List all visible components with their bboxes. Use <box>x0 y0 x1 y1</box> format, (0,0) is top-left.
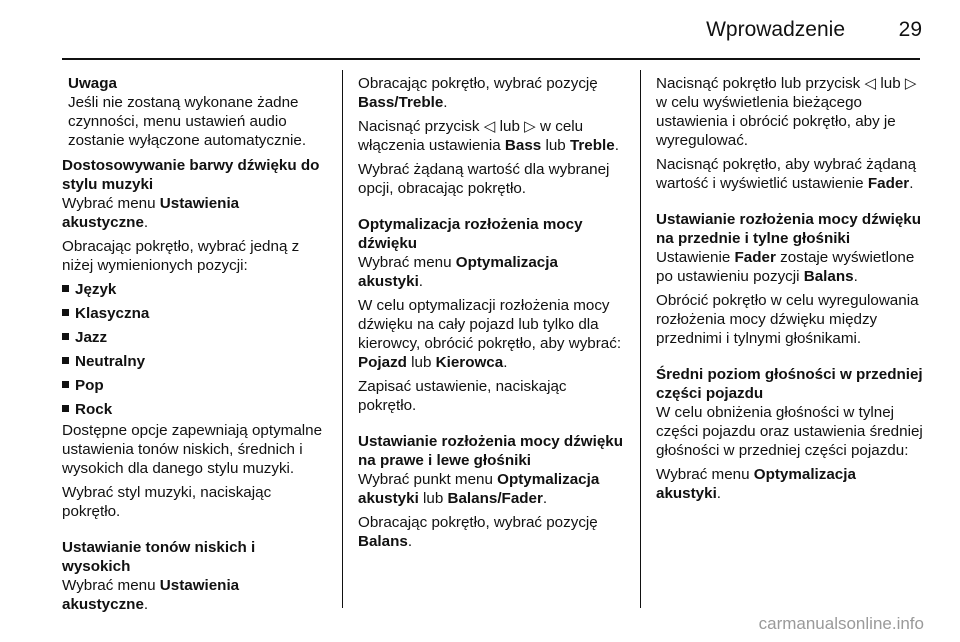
bullet-icon <box>62 381 69 388</box>
paragraph: Dostępne opcje zapewniają optymalne ustawienia tonów niskich, średnich i wysokich dla danego stylu muzyki. <box>62 422 323 477</box>
text: . <box>909 175 914 192</box>
list-item <box>62 376 326 395</box>
section-heading: Średni poziom głośności w przedniej części pojazdu <box>656 366 923 402</box>
text: Obracając pokrętło, wybrać pozycję <box>358 75 598 92</box>
menu-name: Bass/Treble <box>358 94 444 111</box>
list-item <box>62 328 326 347</box>
paragraph: Obrócić pokrętło w celu wyregulowania rozłożenia mocy dźwięku między przednimi i tylnymi głośnikami. <box>656 292 919 347</box>
column-divider-1 <box>342 70 343 608</box>
text: zostaje wyświetlone po ustawieniu pozycji <box>656 249 915 285</box>
text: . <box>407 533 413 550</box>
section-heading: Dostosowywanie barwy dźwięku do stylu muzyki <box>62 157 320 193</box>
bullet-icon <box>62 405 69 412</box>
setting-name: Balans <box>803 268 854 285</box>
section-heading: Ustawianie rozłożenia mocy dźwięku na prawe i lewe głośniki <box>358 433 624 469</box>
list-item-label: Jazz <box>75 329 108 346</box>
text: lub <box>418 490 448 507</box>
paragraph: Wybrać styl muzyki, naciskając pokrętło. <box>62 484 272 520</box>
paragraph: Wybrać żądaną wartość dla wybranej opcji, obracając pokrętło. <box>358 161 610 197</box>
text: Obracając pokrętło, wybrać pozycję <box>358 514 598 531</box>
page-number: 29 <box>898 18 922 41</box>
text: W celu optymalizacji rozłożenia mocy dźwięku na cały pojazd lub tylko dla kierowcy, obrócić pokrętło, aby wybrać: <box>358 297 622 352</box>
paragraph <box>656 155 924 193</box>
text: Wybrać menu <box>62 577 160 594</box>
text: . <box>443 94 448 111</box>
menu-name: Optymalizacja akustyki <box>358 254 558 290</box>
note-box <box>62 74 326 150</box>
menu-name: Ustawienia akustyczne <box>62 577 240 613</box>
text: . <box>716 485 722 502</box>
column-1 <box>62 74 326 619</box>
option-name: Balans <box>358 533 408 550</box>
list-item-label: Pop <box>75 377 104 394</box>
paragraph <box>656 248 924 286</box>
bullet-icon <box>62 285 69 292</box>
text: lub <box>406 354 436 371</box>
setting-name: Fader <box>734 249 776 266</box>
setting-name: Bass <box>504 137 542 154</box>
page-header <box>0 18 960 48</box>
list-item <box>62 352 326 371</box>
paragraph <box>358 74 625 112</box>
paragraph <box>656 465 924 503</box>
option-name: Pojazd <box>358 354 407 371</box>
paragraph: Zapisać ustawienie, naciskając pokrętło. <box>358 378 567 414</box>
text: Nacisnąć przycisk ◁ lub ▷ w celu włączenia ustawienia <box>358 118 584 154</box>
paragraph: Obracając pokrętło, wybrać jedną z niżej wymienionych pozycji: <box>62 238 300 274</box>
paragraph <box>62 194 326 232</box>
column-2 <box>358 74 625 556</box>
option-name: Kierowca <box>435 354 504 371</box>
setting-name: Fader <box>867 175 910 192</box>
section-heading: Optymalizacja rozłożenia mocy dźwięku <box>358 216 583 252</box>
note-text: Jeśli nie zostaną wykonane żadne czynności, menu ustawień audio zostanie wyłączone automatycznie. <box>68 94 307 149</box>
text: Wybrać menu <box>656 466 754 483</box>
paragraph <box>358 253 625 291</box>
menu-name: Optymalizacja akustyki <box>656 466 856 502</box>
list-item <box>62 280 326 299</box>
bullet-icon <box>62 333 69 340</box>
list-item-label: Neutralny <box>75 353 146 370</box>
note-title: Uwaga <box>68 75 117 92</box>
menu-name: Balans/Fader <box>447 490 543 507</box>
text: . <box>418 273 424 290</box>
menu-name: Optymalizacja akustyki <box>358 471 600 507</box>
menu-name: Ustawienia akustyczne <box>62 195 240 231</box>
paragraph: Nacisnąć pokrętło lub przycisk ◁ lub ▷ w celu wyświetlenia bieżącego ustawienia i obrócić pokrętło, aby je wyregulować. <box>656 75 917 149</box>
section-heading: Ustawianie rozłożenia mocy dźwięku na przednie i tylne głośniki <box>656 211 922 247</box>
paragraph <box>358 513 625 551</box>
text: . <box>853 268 858 285</box>
text: Nacisnąć pokrętło, aby wybrać żądaną wartość i wyświetlić ustawienie <box>656 156 917 192</box>
paragraph <box>358 117 625 155</box>
paragraph <box>358 470 625 508</box>
list-item <box>62 400 326 419</box>
text: Ustawienie <box>656 249 735 266</box>
text: . <box>143 214 149 231</box>
bullet-icon <box>62 309 69 316</box>
paragraph: W celu obniżenia głośności w tylnej części pojazdu oraz ustawienia średniej głośności w przedniej części pojazdu: <box>656 404 923 459</box>
list-item <box>62 304 326 323</box>
page-title: Wprowadzenie <box>706 18 845 41</box>
text: Wybrać punkt menu <box>358 471 498 488</box>
text: Wybrać menu <box>62 195 160 212</box>
list-item-label: Język <box>75 281 117 298</box>
list-item-label: Rock <box>75 401 113 418</box>
list-item-label: Klasyczna <box>75 305 150 322</box>
column-3 <box>656 74 924 508</box>
text: . <box>614 137 619 154</box>
column-divider-2 <box>640 70 641 608</box>
section-heading: Ustawianie tonów niskich i wysokich <box>62 539 256 575</box>
setting-name: Treble <box>569 137 615 154</box>
text: . <box>503 354 508 371</box>
watermark[interactable]: carmanualsonline.info <box>758 614 924 633</box>
bullet-icon <box>62 357 69 364</box>
header-divider <box>62 58 920 60</box>
paragraph <box>358 296 625 372</box>
text: lub <box>541 137 570 154</box>
text: . <box>542 490 548 507</box>
text: Wybrać menu <box>358 254 456 271</box>
paragraph <box>62 576 326 614</box>
text: . <box>143 596 149 613</box>
